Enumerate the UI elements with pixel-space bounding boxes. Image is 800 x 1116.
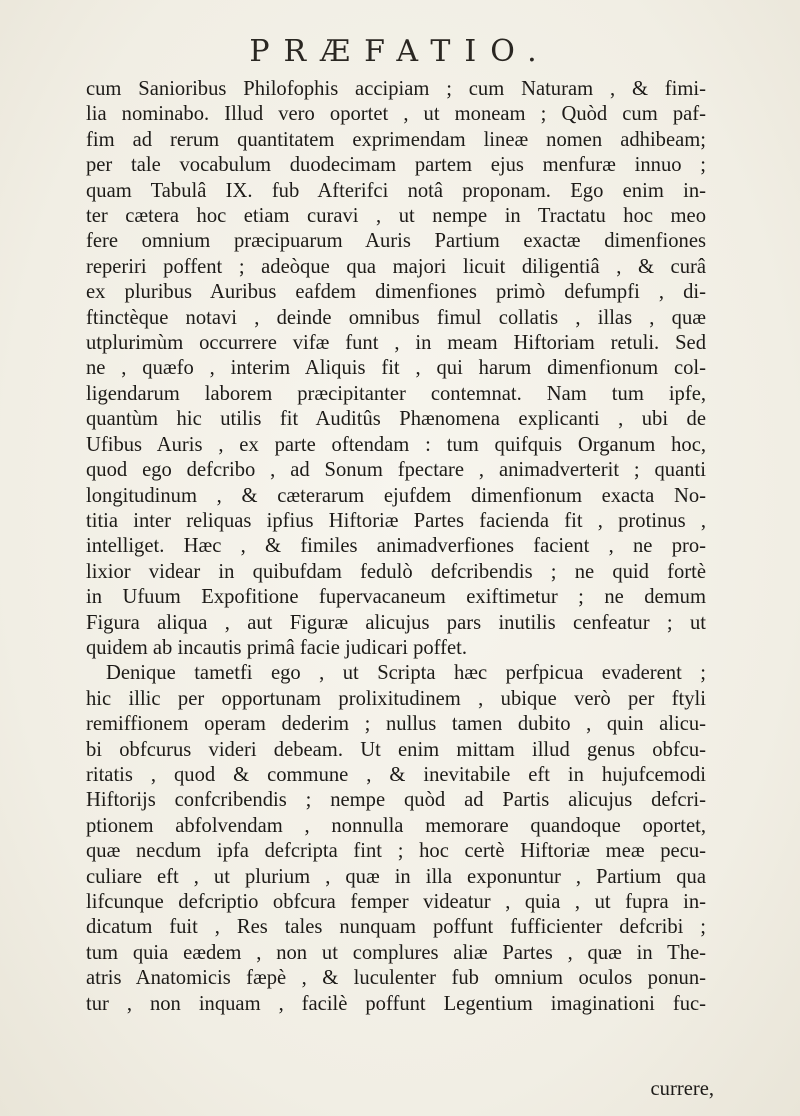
text-line: quam Tabulâ IX. fub Afterifci notâ proponam. Ego enim in- — [86, 179, 706, 202]
paragraph-end-line: quidem ab incautis primâ facie judicari poffet. — [86, 636, 468, 659]
text-line: quod ego defcribo , ad Sonum fpectare , animadverterit ; quanti — [86, 459, 706, 482]
text-line: ritatis , quod & commune , & inevitabile eft in hujufcemodi — [86, 763, 706, 786]
text-line: quæ necdum ipfa defcripta fint ; hoc certè Hiftoriæ meæ pecu- — [86, 840, 706, 863]
text-line: utplurimùm occurrere vifæ funt , in meam Hiftoriam retuli. Sed — [86, 332, 706, 355]
text-line: ptionem abfolvendam , nonnulla memorare quandoque oportet, — [86, 814, 706, 837]
text-line: per tale vocabulum duodecimam partem ejus menfuræ innuo ; — [86, 154, 706, 177]
text-line: ter cætera hoc etiam curavi , ut nempe in Tractatu hoc meo — [86, 205, 706, 228]
text-line: longitudinum , & cæterarum ejufdem dimenfionum exacta No- — [86, 484, 706, 507]
text-line: culiare eft , ut plurium , quæ in illa exponuntur , Partium qua — [86, 865, 706, 888]
text-line: Hiftorijs confcribendis ; nempe quòd ad Partis alicujus defcri- — [86, 789, 706, 812]
text-line: fere omnium præcipuarum Auris Partium exactæ dimenfiones — [86, 230, 706, 253]
text-line: fim ad rerum quantitatem exprimendam lineæ nomen adhibeam; — [86, 128, 706, 151]
text-line: ftinctèque notavi , deinde omnibus fimul collatis , illas , quæ — [86, 306, 706, 329]
text-line: quantùm hic utilis fit Auditûs Phænomena explicanti , ubi de — [86, 408, 706, 431]
paragraph-start-line: Denique tametfi ego , ut Scripta hæc perfpicua evaderent ; — [106, 662, 706, 685]
text-line: bi obfcurus videri debeam. Ut enim mittam illud genus obfcu- — [86, 738, 706, 761]
text-line: ex pluribus Auribus eafdem dimenfiones primò defumpfi , di- — [86, 281, 706, 304]
catchword: currere, — [650, 1078, 714, 1100]
text-line: tur , non inquam , facilè poffunt Legentium imaginationi fuc- — [86, 992, 706, 1015]
text-line: atris Anatomicis fæpè , & luculenter fub omnium oculos ponun- — [86, 967, 706, 990]
text-line: in Ufuum Expofitione fupervacaneum exiftimetur ; ne demum — [86, 586, 706, 609]
page-header: PRÆFATIO. — [249, 34, 551, 69]
text-line: lixior videar in quibufdam fedulò defcribendis ; ne quid fortè — [86, 560, 706, 583]
text-line: lifcunque defcriptio obfcura femper videatur , quia , ut fupra in- — [86, 891, 706, 913]
text-line: ne , quæfo , interim Aliquis fit , qui harum dimenfionum col- — [86, 357, 706, 380]
text-line: tum quia eædem , non ut complures aliæ Partes , quæ in The- — [86, 941, 706, 964]
text-line: intelliget. Hæc , & fimiles animadverfiones facient , ne pro- — [86, 535, 706, 558]
text-line: lia nominabo. Illud vero oportet , ut moneam ; Quòd cum paf- — [86, 103, 706, 126]
text-line: cum Sanioribus Philofophis accipiam ; cum Naturam , & fimi- — [86, 78, 706, 100]
body-text — [86, 77, 706, 1017]
text-line: titia inter reliquas ipfius Hiftoriæ Partes facienda fit , protinus , — [86, 509, 706, 532]
text-line: remiffionem operam dederim ; nullus tamen dubito , quin alicu- — [86, 713, 706, 736]
text-line: Figura aliqua , aut Figuræ alicujus pars inutilis cenfeatur ; ut — [86, 611, 706, 634]
text-line: dicatum fuit , Res tales nunquam poffunt fufficienter defcribi ; — [86, 916, 706, 939]
text-line: ligendarum laborem præcipitanter contemnat. Nam tum ipfe, — [86, 382, 706, 405]
text-line: hic illic per opportunam prolixitudinem , ubique verò per ftyli — [86, 687, 706, 710]
text-line: reperiri poffent ; adeòque qua majori licuit diligentiâ , & curâ — [86, 255, 706, 278]
text-line: Ufibus Auris , ex parte oftendam : tum quifquis Organum hoc, — [86, 433, 706, 456]
